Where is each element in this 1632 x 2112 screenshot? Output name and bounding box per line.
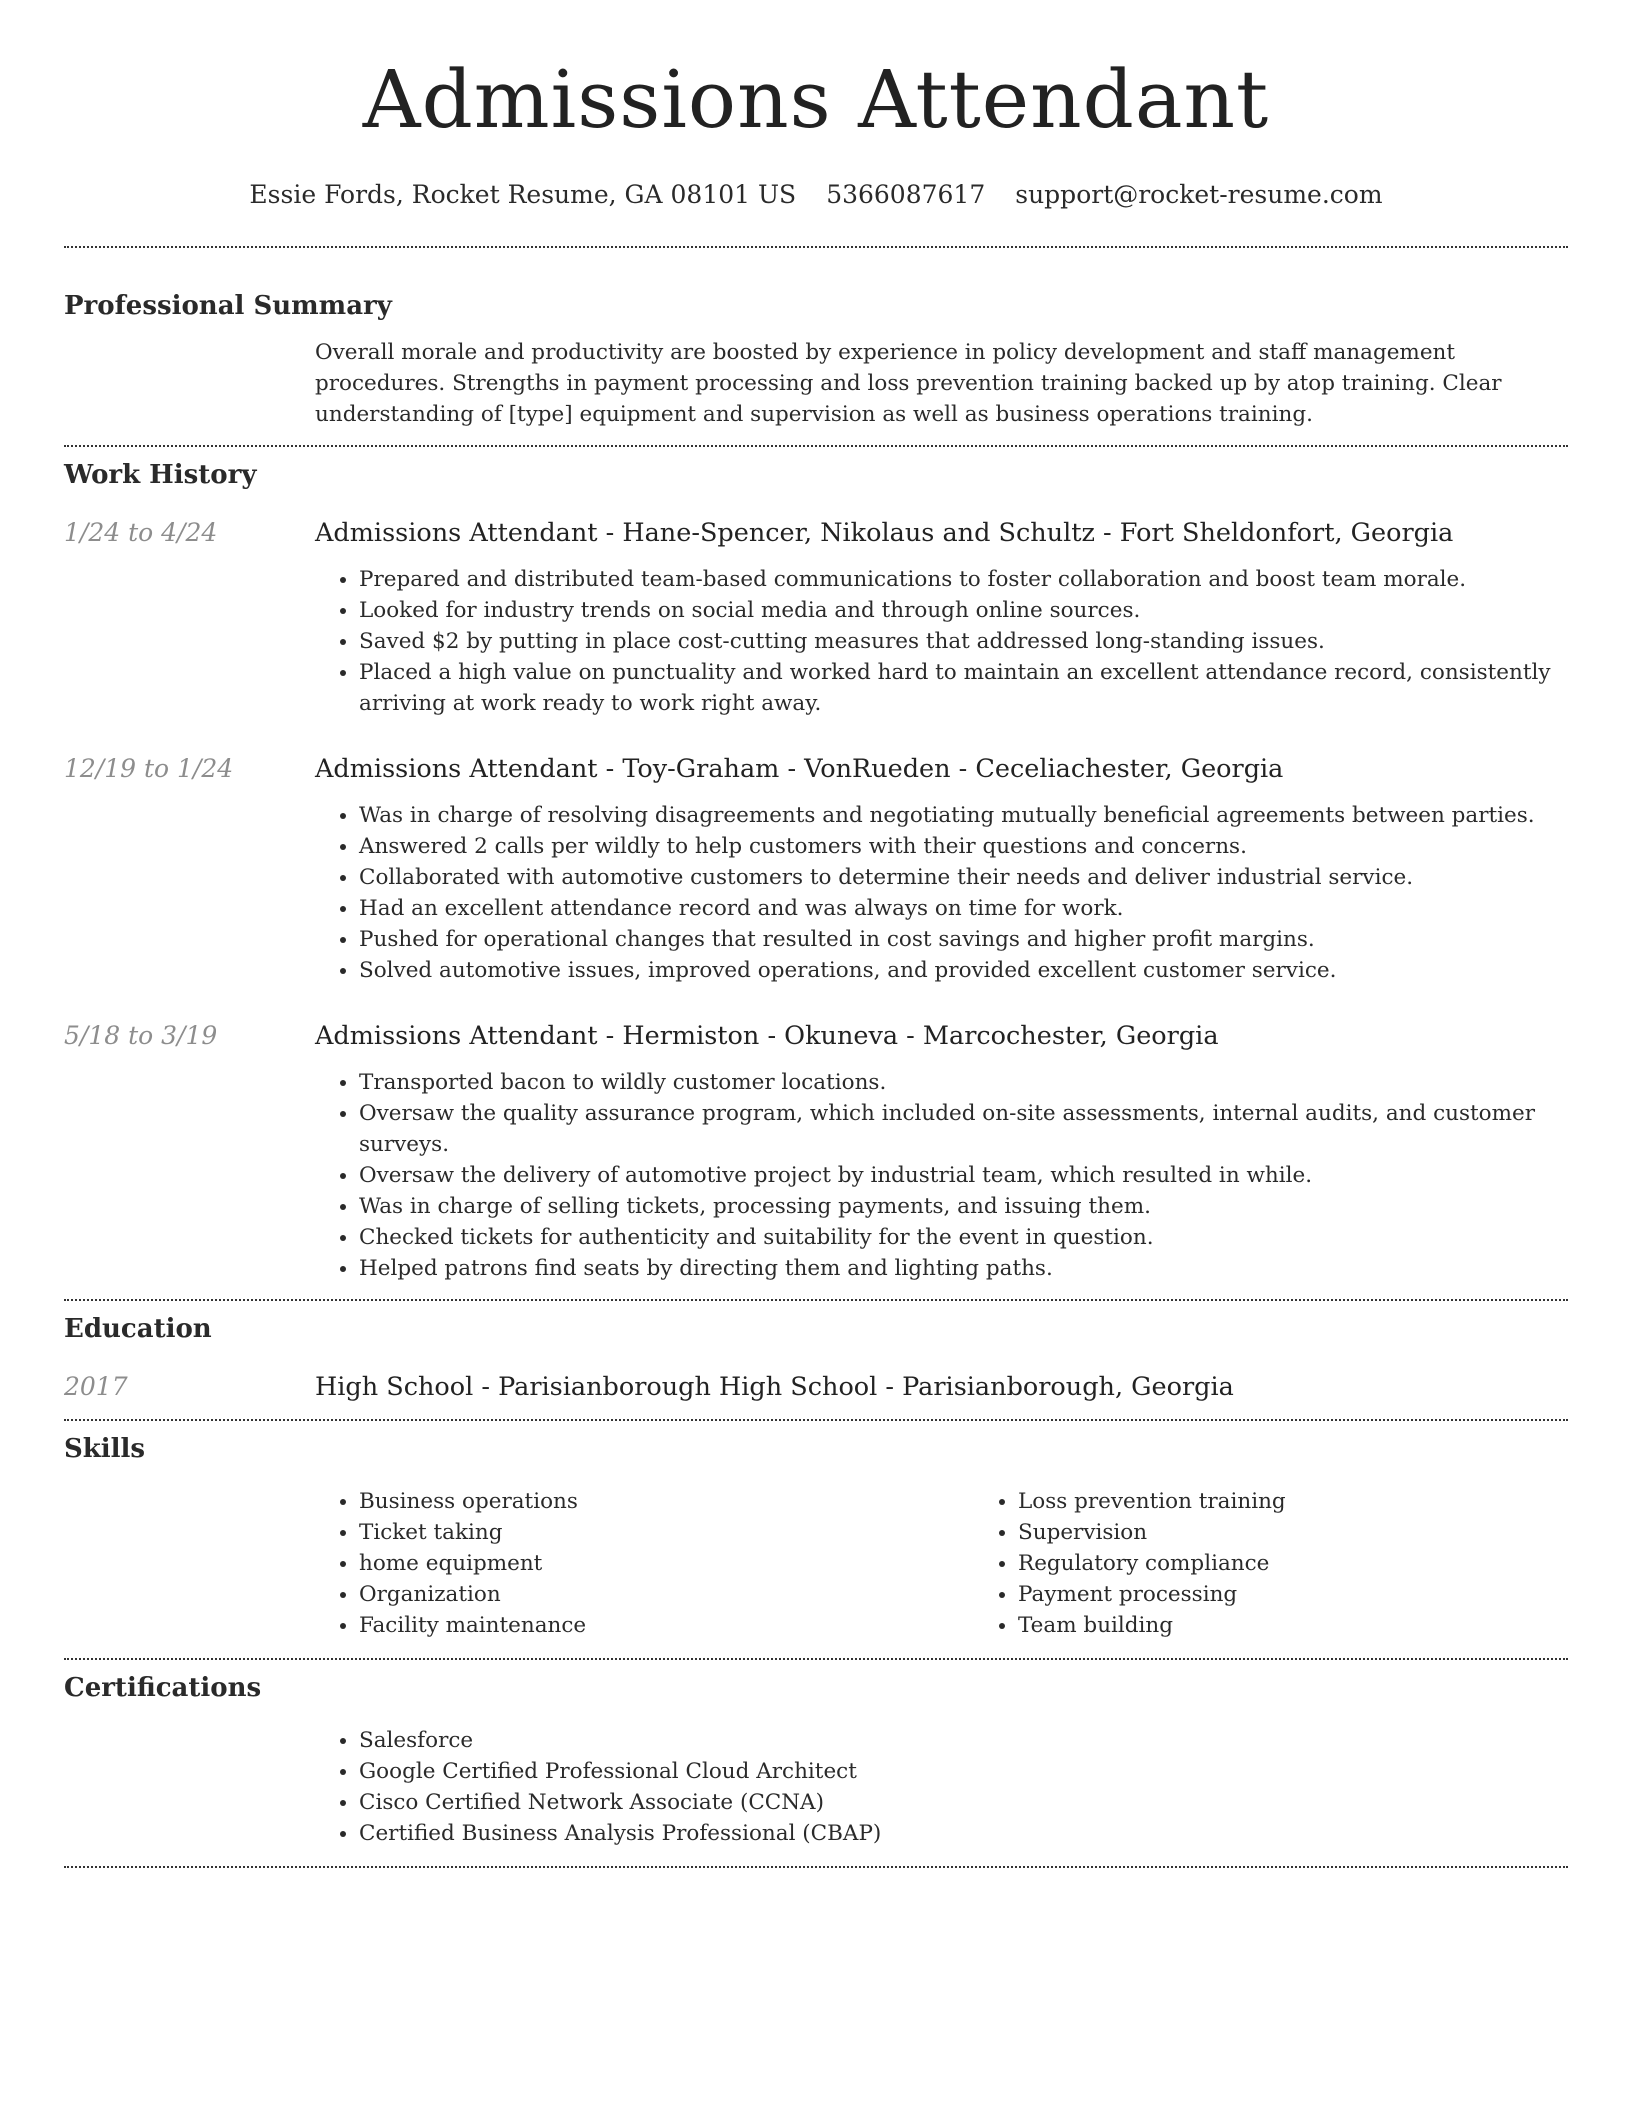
list-item: • Oversaw the quality assurance program, which included on-site assessments, internal audits, and customer surveys. [359, 1098, 1568, 1160]
list-item: • Saved $2 by putting in place cost-cutting measures that addressed long-standing issues. [359, 626, 1568, 657]
divider [64, 1658, 1568, 1660]
skills-heading: Skills [64, 1434, 146, 1464]
job-heading: Admissions Attendant - Hane-Spencer, Nikolaus and Schultz - Fort Sheldonfort, Georgia [315, 518, 1454, 548]
list-item: • Checked tickets for authenticity and suitability for the event in question. [359, 1222, 1568, 1253]
list-item: • Was in charge of selling tickets, processing payments, and issuing them. [359, 1191, 1568, 1222]
certifications-section [64, 1671, 1568, 1849]
skills-section [64, 1432, 1568, 1641]
education-section [64, 1312, 1568, 1404]
skill-item: • Loss prevention training [1018, 1486, 1632, 1517]
divider [64, 1866, 1568, 1868]
skill-item: • Team building [1018, 1610, 1632, 1641]
job-heading: Admissions Attendant - Toy-Graham - VonRueden - Ceceliachester, Georgia [315, 754, 1284, 784]
list-item: • Placed a high value on punctuality and worked hard to maintain an excellent attendance record, consistently arriving at work ready to work right away. [359, 657, 1568, 719]
list-item: • Oversaw the delivery of automotive project by industrial team, which resulted in while. [359, 1160, 1568, 1191]
work-history-heading: Work History [64, 460, 257, 490]
skill-item: • Ticket taking [359, 1517, 974, 1548]
skill-item: • Facility maintenance [359, 1610, 974, 1641]
list-item: • Answered 2 calls per wildly to help customers with their questions and concerns. [359, 831, 1568, 862]
job-entry [64, 752, 1568, 986]
skill-item: • Supervision [1018, 1517, 1632, 1548]
list-item: • Collaborated with automotive customers to determine their needs and deliver industrial service. [359, 862, 1568, 893]
divider [64, 1299, 1568, 1301]
work-history-section [64, 458, 1568, 1284]
skill-item: • home equipment [359, 1548, 974, 1579]
education-heading: Education [64, 1314, 212, 1344]
certification-item: • Google Certified Professional Cloud Architect [359, 1756, 1568, 1787]
skill-item: • Payment processing [1018, 1579, 1632, 1610]
skills-list-left [315, 1486, 974, 1641]
certification-item: • Salesforce [359, 1725, 1568, 1756]
job-entry [64, 1019, 1568, 1284]
skills-list-right [974, 1486, 1632, 1641]
job-bullets [315, 800, 1568, 986]
list-item: • Helped patrons find seats by directing them and lighting paths. [359, 1253, 1568, 1284]
divider [64, 445, 1568, 447]
certification-item: • Cisco Certified Network Associate (CCNA) [359, 1787, 1568, 1818]
education-entry [64, 1370, 1568, 1404]
divider [64, 246, 1568, 248]
list-item: • Had an excellent attendance record and was always on time for work. [359, 893, 1568, 924]
resume-page [64, 0, 1568, 1868]
certifications-list [315, 1725, 1568, 1849]
list-item: • Pushed for operational changes that resulted in cost savings and higher profit margins. [359, 924, 1568, 955]
job-bullets [315, 564, 1568, 719]
education-heading-line: High School - Parisianborough High School - Parisianborough, Georgia [315, 1372, 1234, 1402]
skill-item: • Regulatory compliance [1018, 1548, 1632, 1579]
summary-section [64, 289, 1568, 430]
list-item: • Looked for industry trends on social media and through online sources. [359, 595, 1568, 626]
skill-item: • Business operations [359, 1486, 974, 1517]
contact-phone: 5366087617 [826, 180, 986, 209]
skill-item: • Organization [359, 1579, 974, 1610]
job-dates: 12/19 to 1/24 [64, 754, 234, 783]
contact-line [64, 178, 1568, 212]
divider [64, 1419, 1568, 1421]
job-dates: 5/18 to 3/19 [64, 1021, 218, 1050]
list-item: • Transported bacon to wildly customer locations. [359, 1067, 1568, 1098]
job-dates: 1/24 to 4/24 [64, 518, 218, 547]
resume-name: Admissions Attendant [362, 53, 1270, 146]
job-entry [64, 516, 1568, 719]
list-item: • Was in charge of resolving disagreements and negotiating mutually beneficial agreements between parties. [359, 800, 1568, 831]
job-bullets [315, 1067, 1568, 1284]
summary-heading: Professional Summary [64, 291, 392, 321]
contact-address: Essie Fords, Rocket Resume, GA 08101 US [249, 180, 797, 209]
list-item: • Prepared and distributed team-based communications to foster collaboration and boost team morale. [359, 564, 1568, 595]
certification-item: • Certified Business Analysis Professional (CBAP) [359, 1818, 1568, 1849]
job-heading: Admissions Attendant - Hermiston - Okuneva - Marcochester, Georgia [315, 1021, 1219, 1051]
summary-text: Overall morale and productivity are boosted by experience in policy development and staff management procedures. Strengths in payment processing and loss prevention training backed up by atop training. Clear understanding of [type] equipment and supervision as well as business operations training. [315, 340, 1502, 427]
list-item: • Solved automotive issues, improved operations, and provided excellent customer service. [359, 955, 1568, 986]
education-year: 2017 [64, 1372, 128, 1401]
contact-email[interactable]: support@rocket-resume.com [1015, 180, 1383, 209]
certifications-heading: Certifications [64, 1673, 262, 1703]
